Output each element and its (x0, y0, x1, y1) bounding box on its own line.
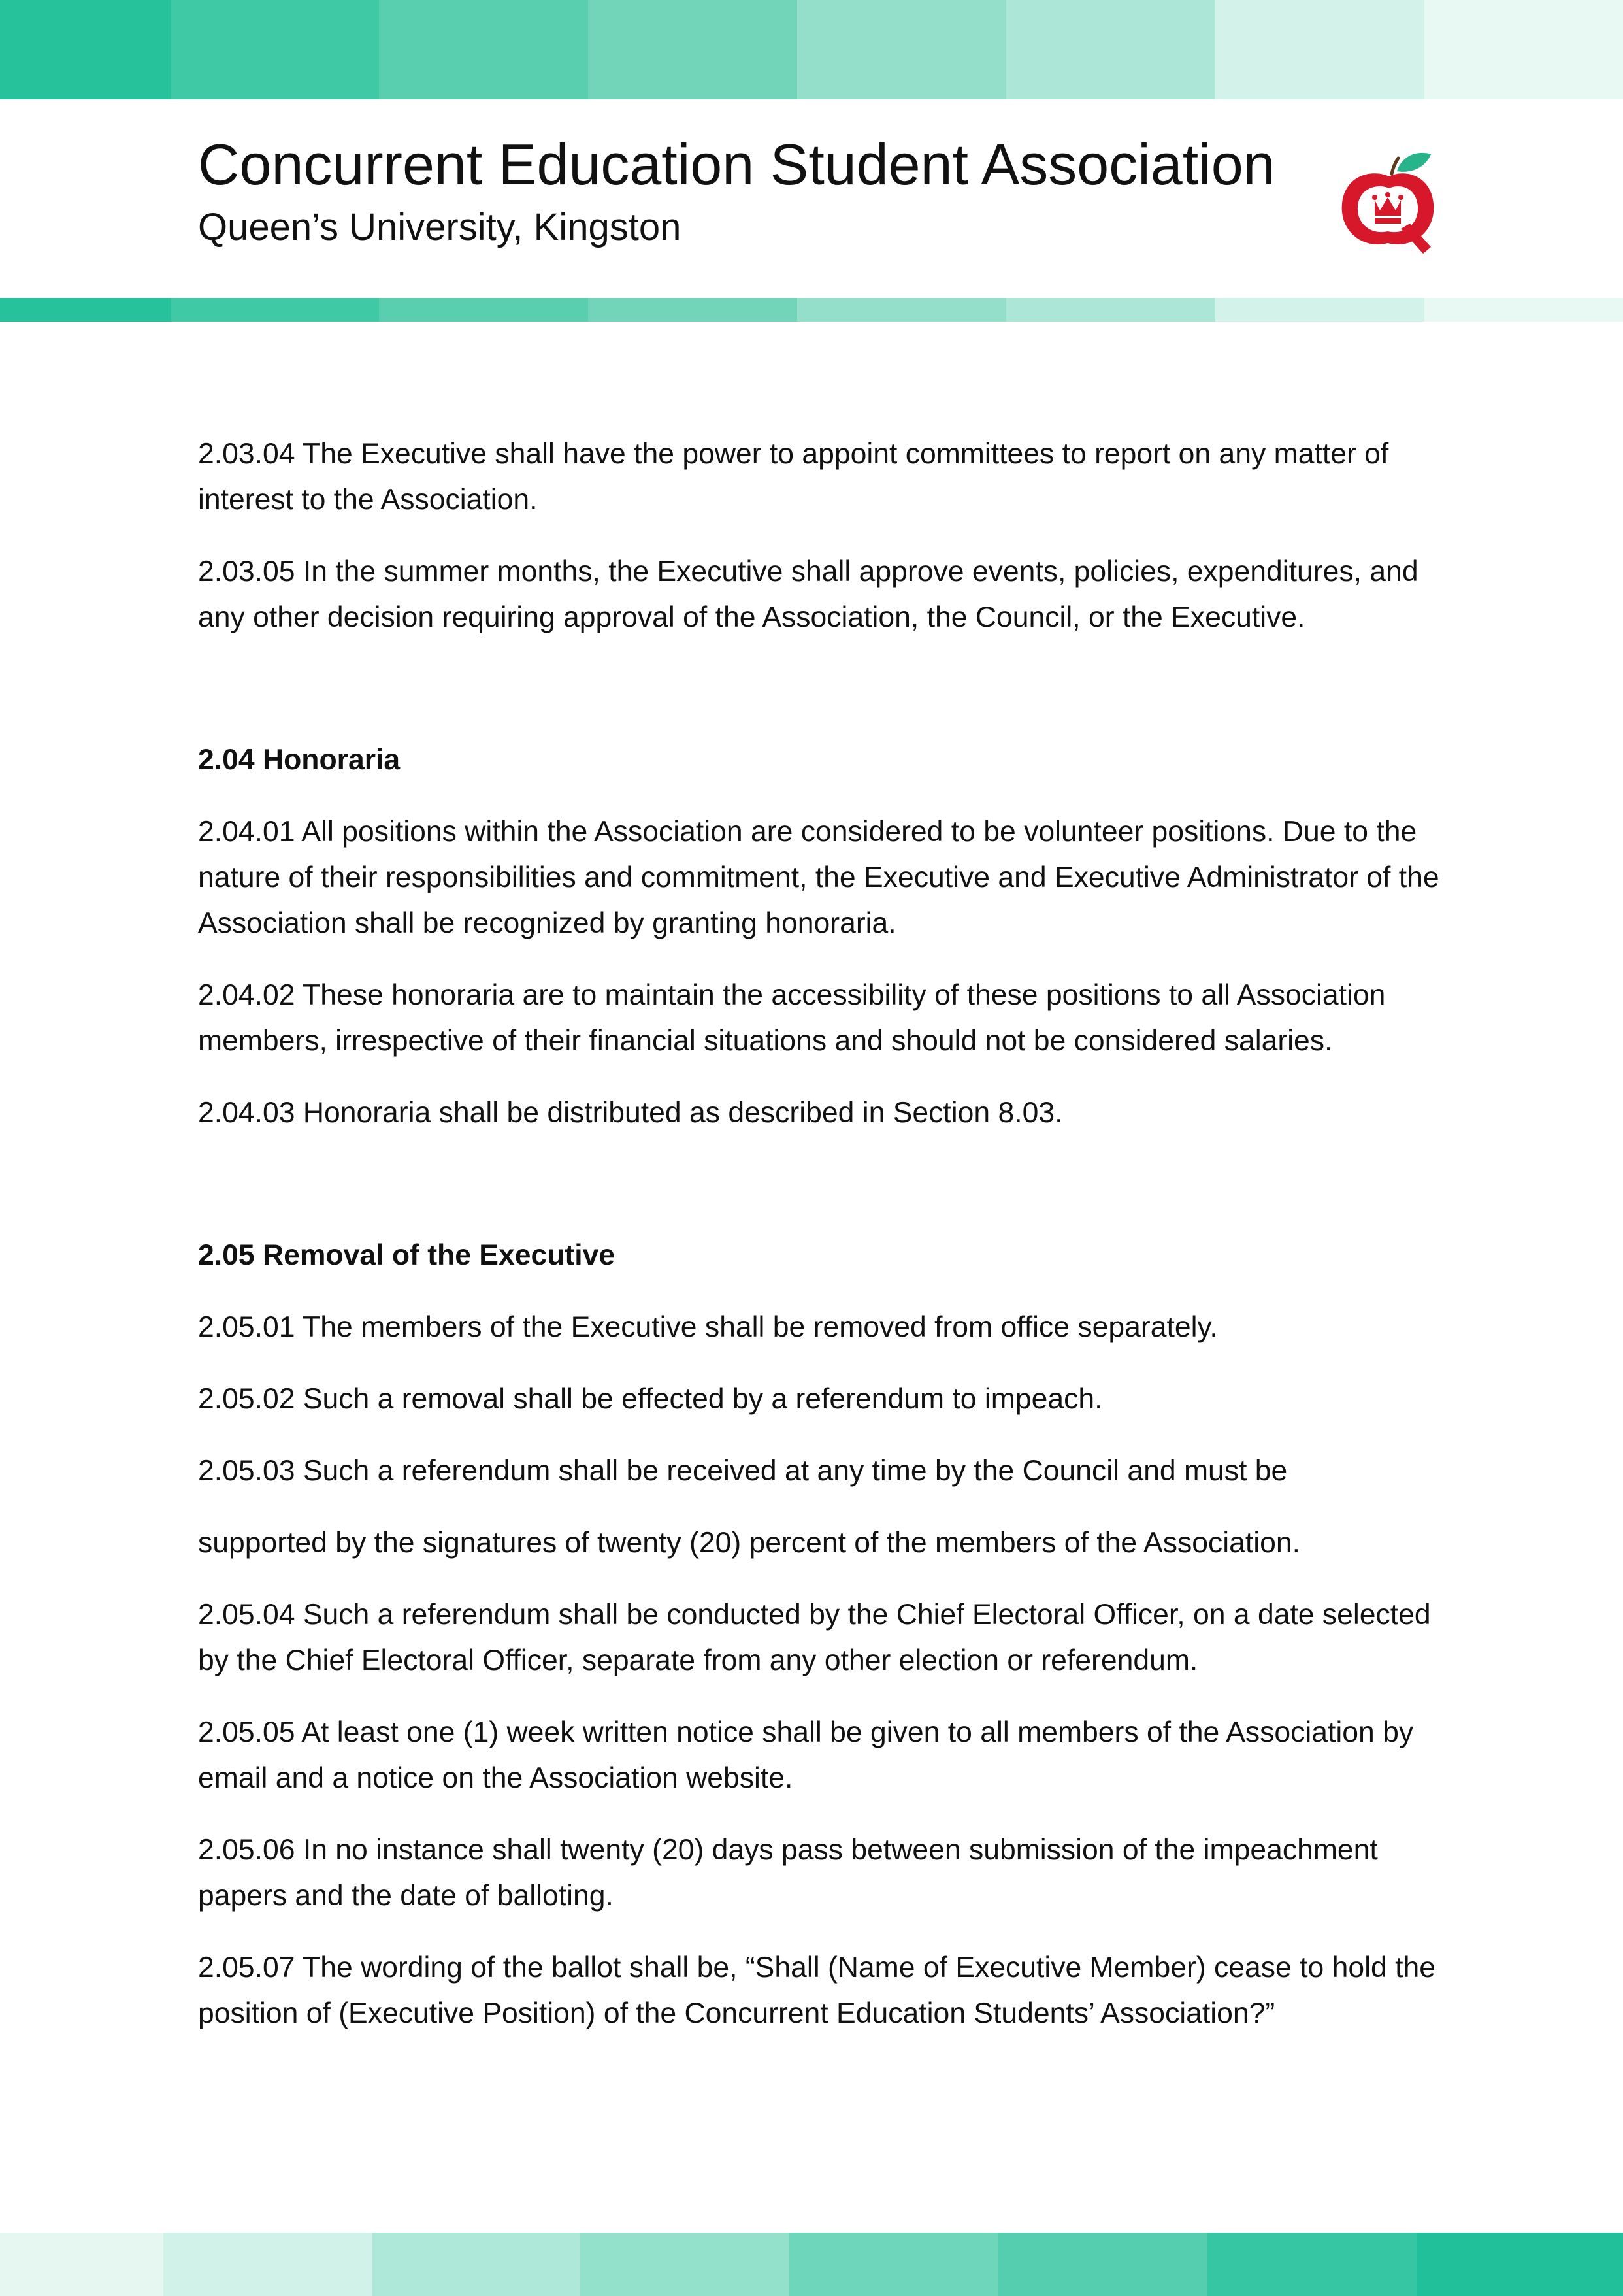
bottom-color-band (0, 2233, 1623, 2296)
clause-2-05-02: 2.05.02 Such a removal shall be effected by a referendum to impeach. (198, 1383, 1103, 1415)
band-segment (797, 298, 1006, 322)
band-segment (1417, 2233, 1623, 2296)
clause-2-05-06: 2.05.06 In no instance shall twenty (20) days pass between submission of the impeachment papers and the date of balloting. (198, 1834, 1378, 1912)
band-segment (580, 2233, 789, 2296)
clause-2-05-01: 2.05.01 The members of the Executive shall be removed from office separately. (198, 1311, 1218, 1343)
clause-2-05-03-line2: supported by the signatures of twenty (20) percent of the members of the Association. (198, 1527, 1300, 1559)
band-segment (171, 0, 379, 99)
clause-2-04-03: 2.04.03 Honoraria shall be distributed as described in Section 8.03. (198, 1097, 1063, 1129)
section-gap (198, 1162, 1459, 1233)
band-segment (1424, 298, 1623, 322)
document-subtitle: Queen’s University, Kingston (198, 206, 681, 248)
band-segment (163, 2233, 372, 2296)
clause-2-05-07: 2.05.07 The wording of the ballot shall be, “Shall (Name of Executive Member) cease to hold the position of (Executive Position) of the Concurrent Education Students’ Association?” (198, 1952, 1435, 2029)
clause-2-05-04: 2.05.04 Such a referendum shall be conducted by the Chief Electoral Officer, on a date selected by the Chief Electoral Officer, separate from any other election or referendum. (198, 1599, 1431, 1676)
clause-2-03-05: 2.03.05 In the summer months, the Executive shall approve events, policies, expenditures, and any other decision requiring approval of the Association, the Council, or the Executive. (198, 556, 1418, 633)
document-body (198, 431, 1459, 2063)
apple-crown-q-logo-icon (1333, 145, 1444, 256)
header-divider-band (0, 298, 1623, 322)
top-color-band (0, 0, 1623, 99)
band-segment (1006, 0, 1215, 99)
band-segment (1207, 2233, 1417, 2296)
clause-2-03-04: 2.03.04 The Executive shall have the power to appoint committees to report on any matter of interest to the Association. (198, 438, 1389, 516)
document-title: Concurrent Education Student Association (198, 132, 1275, 197)
band-segment (171, 298, 379, 322)
band-segment (379, 298, 588, 322)
band-segment (0, 298, 171, 322)
band-segment (0, 0, 171, 99)
band-segment (372, 2233, 580, 2296)
band-segment (1215, 298, 1424, 322)
band-segment (789, 2233, 998, 2296)
clause-2-04-02: 2.04.02 These honoraria are to maintain the accessibility of these positions to all Association members, irrespective of their financial situations and should not be considered salaries. (198, 979, 1386, 1057)
section-gap (198, 667, 1459, 737)
section-heading-honoraria: 2.04 Honoraria (198, 744, 401, 776)
band-segment (0, 2233, 163, 2296)
section-heading-removal: 2.05 Removal of the Executive (198, 1239, 615, 1271)
clause-2-05-05: 2.05.05 At least one (1) week written notice shall be given to all members of the Association by email and a notice on the Association website. (198, 1716, 1414, 1794)
band-segment (1424, 0, 1623, 99)
band-segment (998, 2233, 1207, 2296)
band-segment (588, 0, 797, 99)
band-segment (588, 298, 797, 322)
band-segment (797, 0, 1006, 99)
band-segment (1215, 0, 1424, 99)
clause-2-04-01: 2.04.01 All positions within the Association are considered to be volunteer positions. Due to the nature of their responsibilities and commitment, the Executive and Executive Administrator of the Association shall be recognized by granting honoraria. (198, 816, 1439, 939)
band-segment (1006, 298, 1215, 322)
clause-2-05-03-line1: 2.05.03 Such a referendum shall be received at any time by the Council and must be (198, 1455, 1288, 1487)
band-segment (379, 0, 588, 99)
